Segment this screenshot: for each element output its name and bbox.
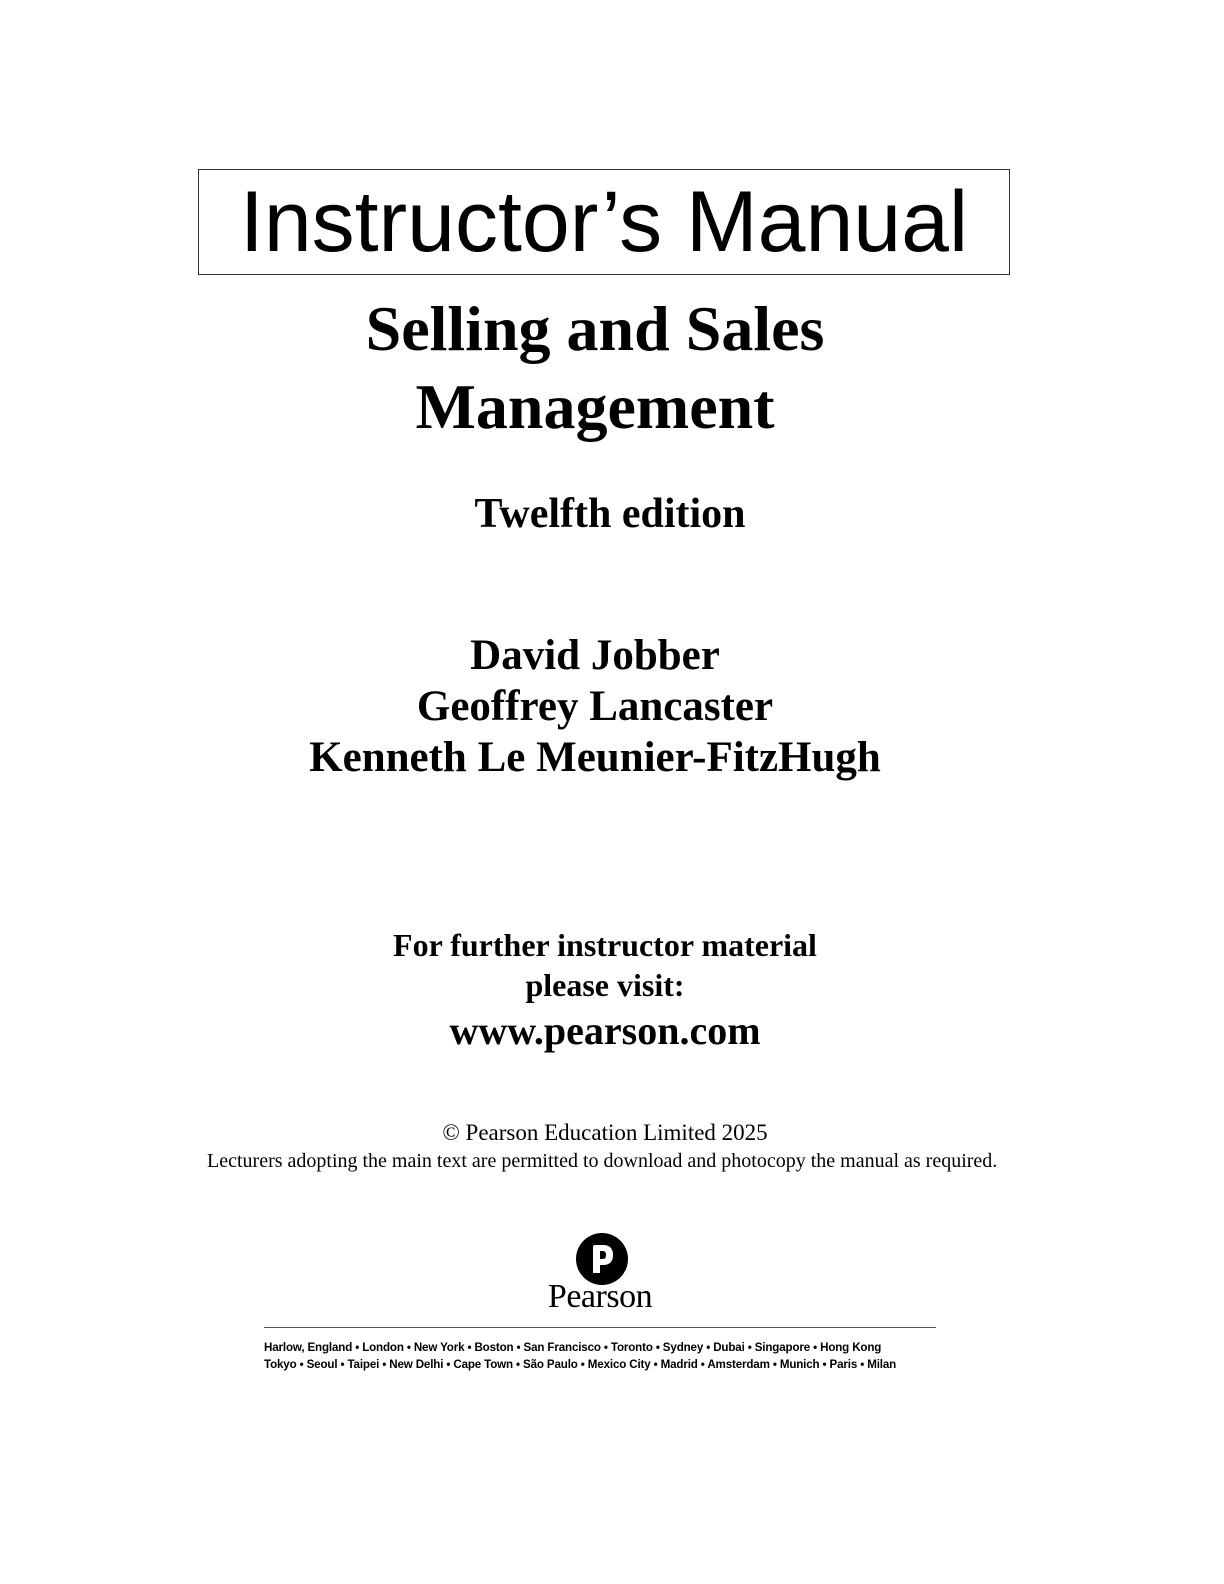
book-title-line-2: Management [415,371,775,442]
manual-title: Instructor’s Manual [239,174,969,270]
copyright-notice: © Pearson Education Limited 2025 [442,1120,768,1145]
further-material-line-1: For further instructor material [393,927,817,963]
publisher-wordmark: Pearson [547,1278,653,1315]
book-title-line-1: Selling and Sales [365,293,825,364]
permission-notice: Lecturers adopting the main text are permitted to download and photocopy the manual as required. [207,1150,998,1172]
author-list [200,630,990,783]
author-name: Geoffrey Lancaster [416,683,774,730]
website-url: www.pearson.com [449,1008,761,1053]
further-material-line-2: please visit: [525,967,685,1003]
publisher-cities-line-1: Harlow, England • London • New York • Boston • San Francisco • Toronto • Sydney • Dubai • Singapore • Hong Kong [264,1341,882,1354]
book-title [200,290,990,446]
divider [264,1327,936,1328]
edition: Twelfth edition [474,491,746,537]
author-name: Kenneth Le Meunier-FitzHugh [309,734,881,781]
publisher-cities-line-2: Tokyo • Seoul • Taipei • New Delhi • Cape Town • São Paulo • Mexico City • Madrid • Amsterdam • Munich • Paris • Milan [264,1358,897,1371]
author-name: David Jobber [470,632,720,679]
